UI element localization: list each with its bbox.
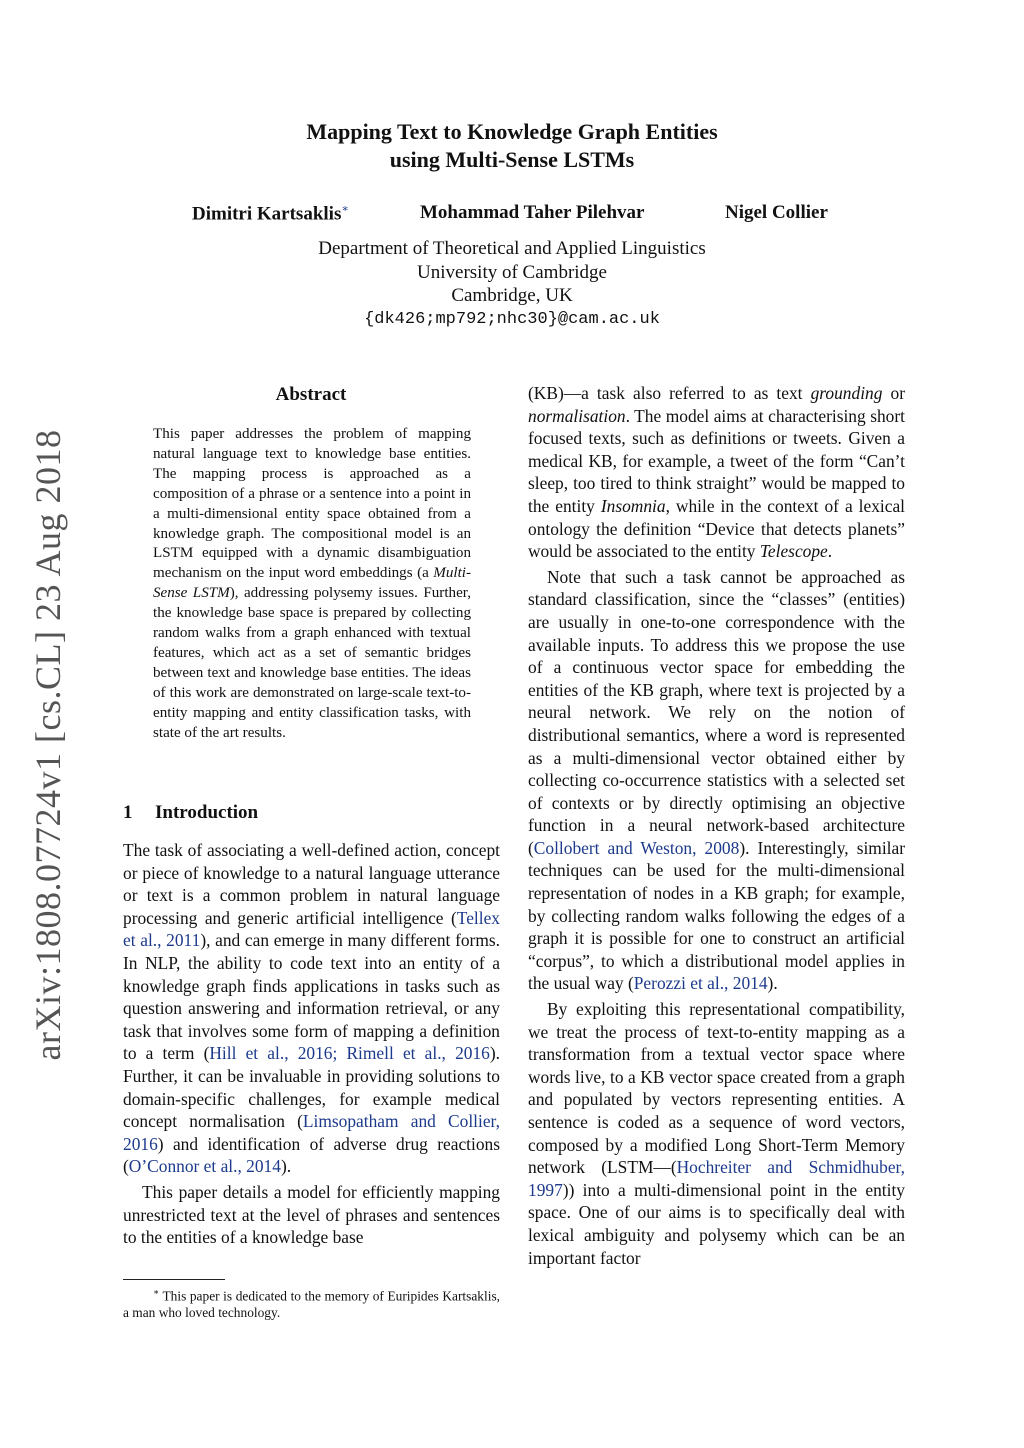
department: Department of Theoretical and Applied Linguistics [318, 238, 706, 259]
section-heading [123, 802, 258, 824]
citation-link[interactable]: Hochreiter and Schmidhuber, 1997 [528, 1157, 905, 1200]
paper-title [0, 118, 1024, 174]
location: Cambridge, UK [451, 285, 573, 306]
author-emails: {dk426;mp792;nhc30}@cam.ac.uk [364, 309, 660, 329]
author-3: Nigel Collier [725, 202, 828, 223]
title-line-1: Mapping Text to Knowledge Graph Entities [306, 119, 718, 144]
university: University of Cambridge [417, 261, 607, 283]
author-2: Mohammad Taher Pilehvar [420, 202, 645, 223]
paragraph: Note that such a task cannot be approached as standard classification, since the “classes” (entities) are usually in one-to-one correspondence with the available inputs. To address this we propose the use of a continuous vector space for embedding the entities of the KB graph, where text is projected by a neural network. We rely on the notion of distributional semantics, where a word is represented as a multi-dimensional vector obtained either by collecting co-occurrence statistics with a selected set of contexts or by directly optimising an objective function in a neural network-based architecture (Collobert and Weston, 2008). Interestingly, similar techniques can be used for the multi-dimensional representation of nodes in a KB graph; for example, by collecting random walks following the edges of a graph it is possible for one to construct an artificial “corpus”, to which a distributional model applies in the usual way (Perozzi et al., 2014). [528, 566, 906, 994]
paragraph: (KB)—a task also referred to as text grounding or normalisation. The model aims at characterising short focused texts, such as definitions or tweets. Given a medical KB, for example, a tweet of the form “Can’t sleep, too tired to think straight” would be mapped to the entity Insomnia, while in the context of a lexical ontology the definition “Device that detects planets” would be associated to the entity Telescope. [528, 383, 906, 562]
footnote: ∗ This paper is dedicated to the memory of Euripides Kartsaklis, a man who loved technology. [123, 1287, 500, 1321]
citation-link[interactable]: Collobert and Weston, 2008 [533, 837, 740, 858]
citation-link[interactable]: Tellex et al., 2011 [123, 907, 500, 951]
section-number: 1 [123, 802, 133, 823]
paragraph: By exploiting this representational compatibility, we treat the process of text-to-entity mapping as a transformation from a textual vector space where words live, to a KB vector space created from a graph and populated by vectors representing entities. A sentence is coded as a sequence of word vectors, composed by a modified Long Short-Term Memory network (LSTM—(Hochreiter and Schmidhuber, 1997)) into a multi-dimensional point in the entity space. One of our aims is to specifically deal with lexical ambiguity and polysemy which can be an important factor [528, 999, 905, 1268]
author-1: Dimitri Kartsaklis∗ [192, 203, 349, 225]
citation-link[interactable]: O’Connor et al., 2014 [128, 1156, 281, 1177]
citation-link[interactable]: Perozzi et al., 2014 [633, 973, 768, 994]
abstract-heading: Abstract [275, 384, 347, 405]
footnote-rule [123, 1279, 225, 1280]
title-line-2: using Multi-Sense LSTMs [389, 147, 635, 172]
arxiv-side-stamp: arXiv:1808.07724v1 [cs.CL] 23 Aug 2018 [28, 429, 68, 1061]
paragraph: This paper details a model for efficiently mapping unrestricted text at the level of phrases and sentences to the entities of a knowledge base [123, 1181, 500, 1248]
abstract-body: This paper addresses the problem of mapping natural language text to knowledge base entities. The mapping process is approached as a composition of a phrase or a sentence into a point in a multi-dimensional entity space obtained from a knowledge graph. The compositional model is an LSTM equipped with a dynamic disambiguation mechanism on the input word embeddings (a Multi-Sense LSTM), addressing polysemy issues. Further, the knowledge base space is prepared by collecting random walks from a graph enhanced with textual features, which act as a set of semantic bridges between text and knowledge base entities. The ideas of this work are demonstrated on large-scale text-to-entity mapping and entity classification tasks, with state of the art results. [153, 426, 471, 741]
citation-link[interactable]: Limsopatham and Collier, 2016 [123, 1111, 500, 1154]
paragraph: The task of associating a well-defined action, concept or piece of knowledge to a natural language utterance or text is a common problem in natural language processing and generic artificial intelligence (Tellex et al., 2011), and can emerge in many different forms. In NLP, the ability to code text into an entity of a knowledge graph finds applications in tasks such as question answering and information retrieval, or any task that involves some form of mapping a definition to a term (Hill et al., 2016; Rimell et al., 2016). Further, it can be invaluable in providing solutions to domain-specific challenges, for example medical concept normalisation (Limsopatham and Collier, 2016) and identification of adverse drug reactions (O’Connor et al., 2014). [123, 840, 500, 1177]
body-column-left [123, 839, 500, 1249]
body-column-right [528, 382, 905, 1269]
citation-link[interactable]: Hill et al., 2016; Rimell et al., 2016 [209, 1043, 490, 1064]
author-footnote-mark: ∗ [341, 203, 349, 215]
affiliation [0, 237, 1024, 331]
section-title: Introduction [155, 802, 259, 823]
